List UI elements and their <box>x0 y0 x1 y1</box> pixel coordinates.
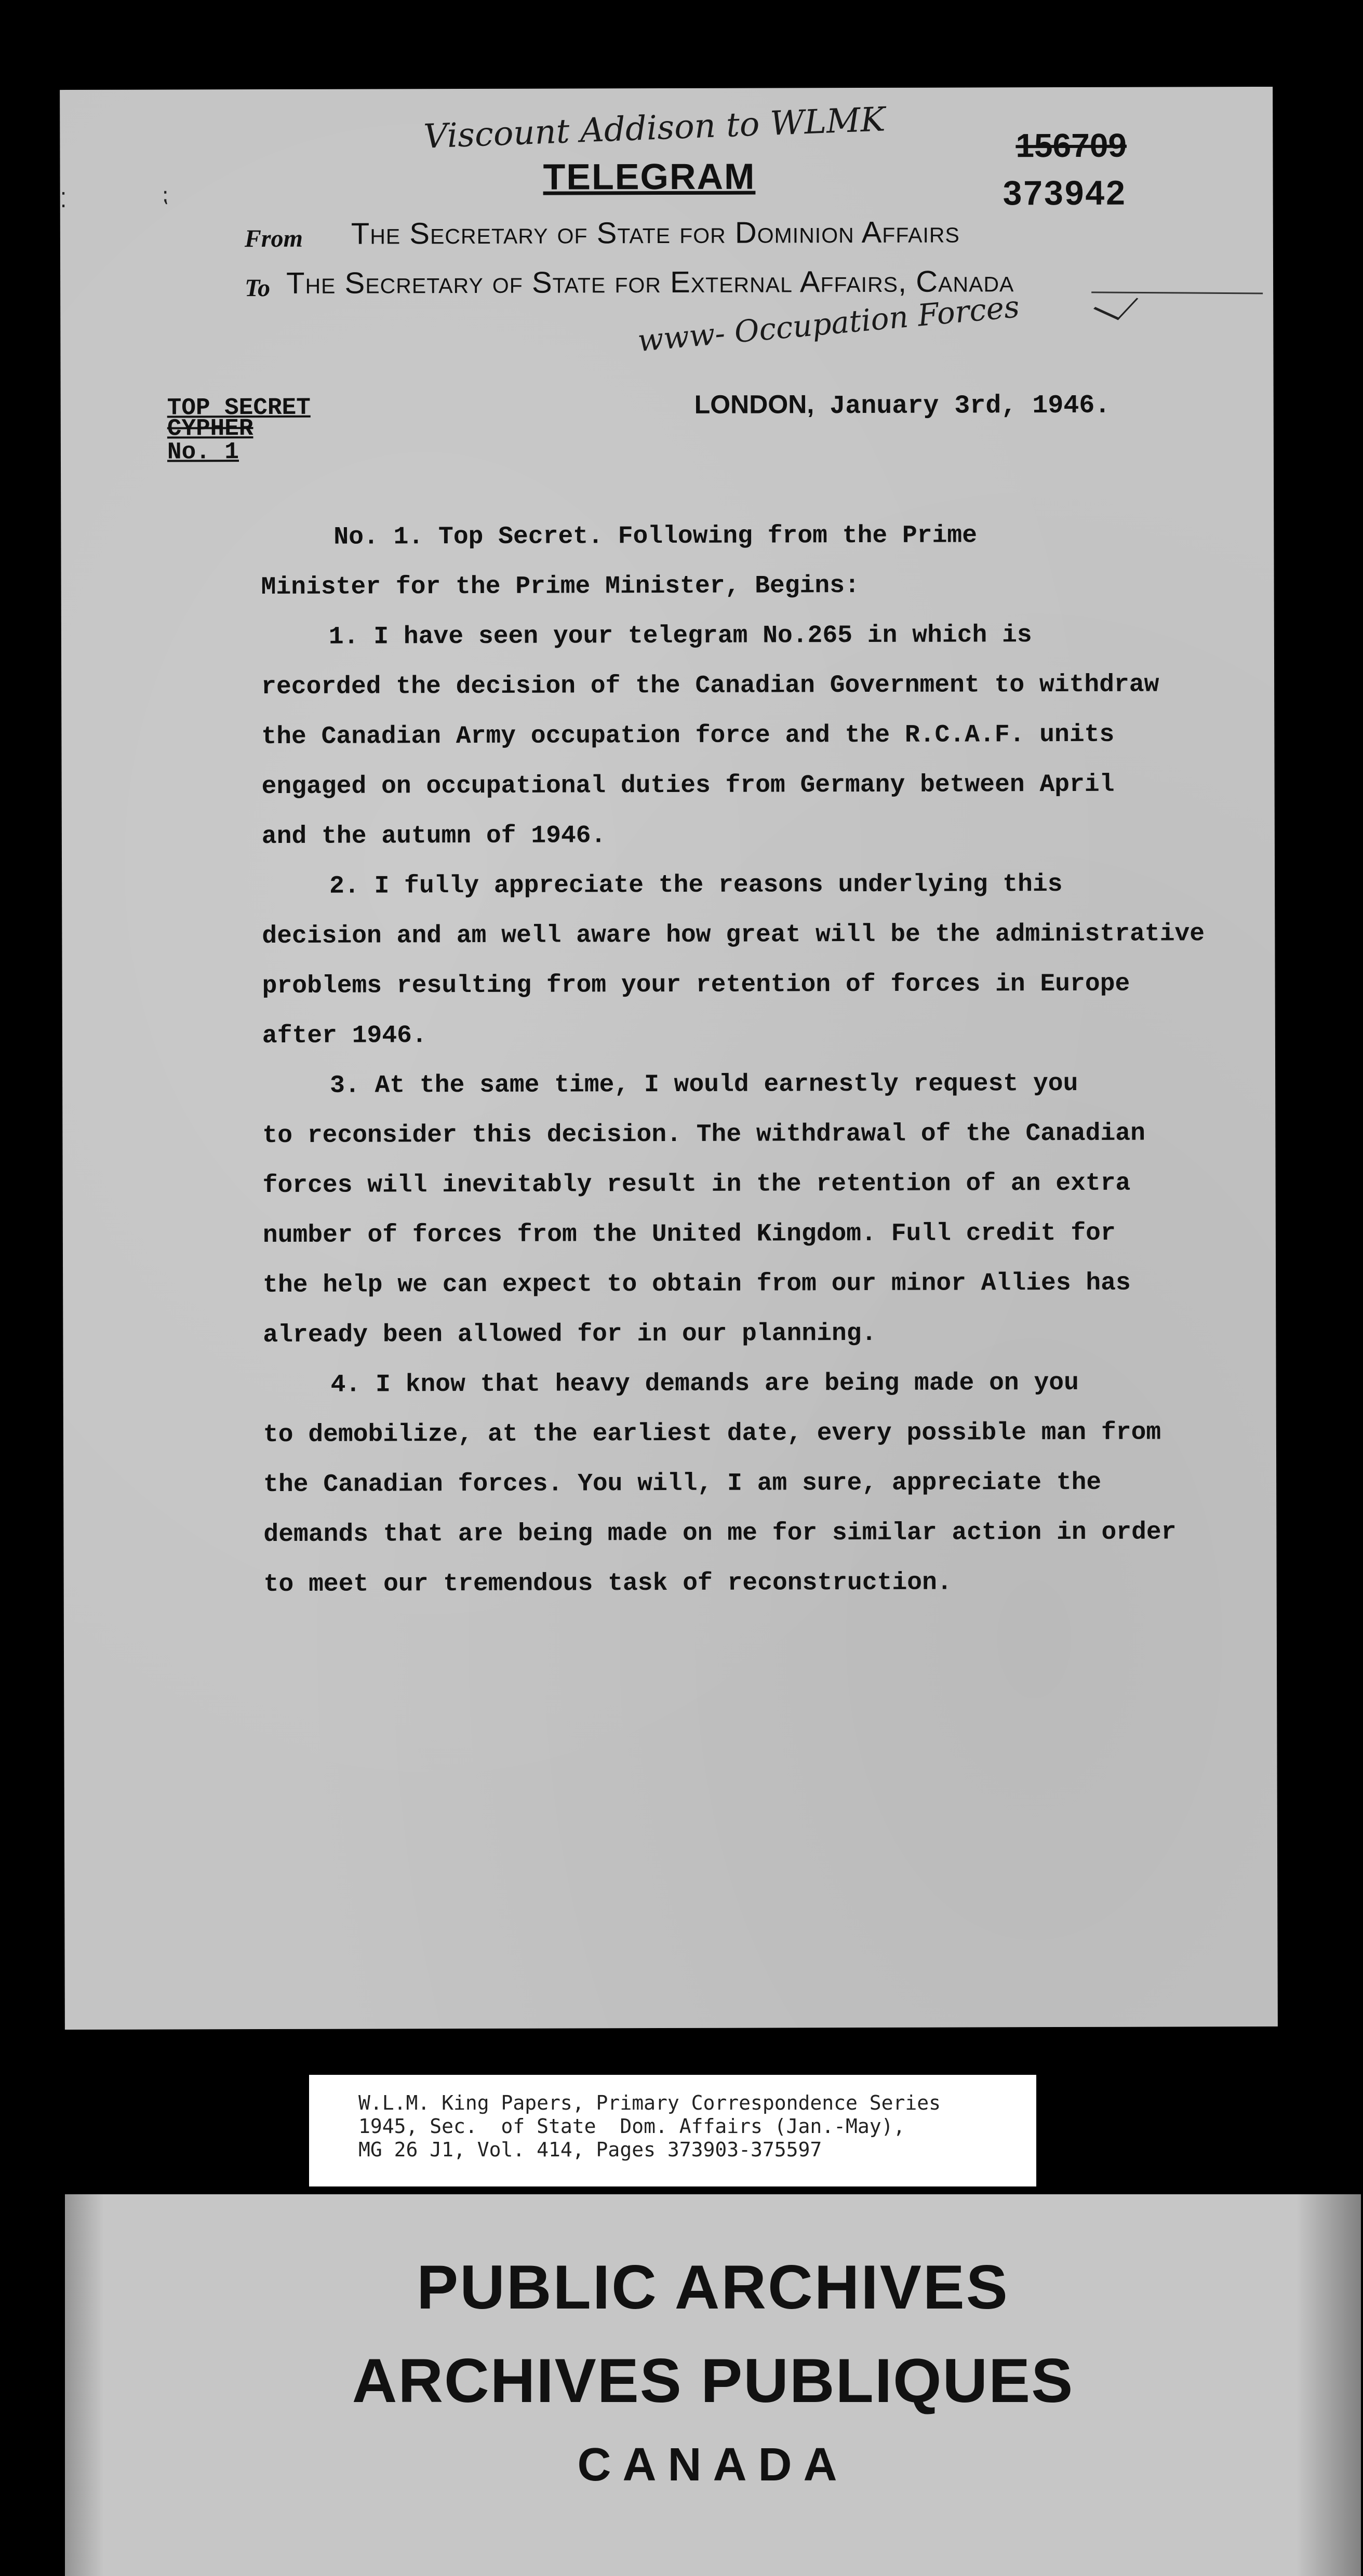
archives-stamp-line-3: CANADA <box>577 2439 849 2491</box>
classification-cypher: CYPHER <box>167 415 253 442</box>
margin-mark: ⁚ <box>60 189 67 213</box>
dateline-date: January 3rd, 1946. <box>830 391 1111 422</box>
body-line: decision and am well aware how great will be the administrative <box>262 920 1205 951</box>
citation-line: W.L.M. King Papers, Primary Correspondence Series <box>358 2091 941 2114</box>
dateline-city: LONDON, <box>694 390 814 419</box>
body-line: the Canadian forces. You will, I am sure, appreciate the <box>263 1468 1102 1499</box>
body-line: No. 1. Top Secret. Following from the Prime <box>333 521 978 552</box>
margin-mark: ⁏ <box>161 183 169 207</box>
body-line: recorded the decision of the Canadian Government to withdraw <box>261 670 1159 702</box>
dateline <box>694 388 1111 422</box>
classification-top-secret: TOP SECRET <box>167 394 311 422</box>
body-line: to reconsider this decision. The withdrawal of the Canadian <box>262 1119 1145 1150</box>
archives-stamp-line-1: PUBLIC ARCHIVES <box>417 2252 1009 2322</box>
body-line: number of forces from the United Kingdom. Full credit for <box>262 1219 1116 1250</box>
body-line: to meet our tremendous task of reconstruction. <box>263 1568 952 1599</box>
body-line: already been allowed for in our planning. <box>263 1319 877 1350</box>
body-line: and the autumn of 1946. <box>261 822 606 851</box>
body-line: after 1946. <box>262 1022 427 1051</box>
citation-line: 1945, Sec. of State Dom. Affairs (Jan.-May), <box>358 2115 905 2138</box>
body-line: 4. I know that heavy demands are being made on you <box>330 1369 1079 1399</box>
from-value: The Secretary of State for Dominion Affairs <box>351 215 960 251</box>
body-line: problems resulting from your retention of forces in Europe <box>262 970 1130 1001</box>
body-line: engaged on occupational duties from Germany between April <box>261 770 1115 801</box>
from-label: From <box>244 224 303 253</box>
body-line: Minister for the Prime Minister, Begins: <box>261 572 860 602</box>
citation-label <box>309 2075 1036 2186</box>
classification-number: No. 1 <box>167 438 239 466</box>
citation-line: MG 26 J1, Vol. 414, Pages 373903-375597 <box>358 2138 822 2161</box>
struck-document-number: 156709 <box>1015 126 1127 165</box>
message-body <box>261 510 1251 1609</box>
archives-stamp <box>65 2194 1361 2576</box>
to-label: To <box>245 274 271 302</box>
body-line: 3. At the same time, I would earnestly request you <box>330 1069 1078 1100</box>
body-line: the Canadian Army occupation force and the R.C.A.F. units <box>261 720 1115 752</box>
handwritten-top-note: Viscount Addison to WLMK <box>423 100 886 156</box>
document-number: 373942 <box>1003 173 1127 212</box>
body-line: the help we can expect to obtain from our minor Allies has <box>263 1269 1131 1300</box>
body-line: demands that are being made on me for similar action in order <box>263 1518 1177 1549</box>
archives-stamp-line-2: ARCHIVES PUBLIQUES <box>352 2346 1074 2416</box>
body-line: to demobilize, at the earliest date, every possible man from <box>263 1418 1161 1450</box>
handwritten-subject-note: www- Occupation Forces <box>636 289 1021 359</box>
body-line: 2. I fully appreciate the reasons underlying this <box>329 870 1063 901</box>
to-value: The Secretary of State for External Affairs, Canada <box>286 264 1014 300</box>
body-line: 1. I have seen your telegram No.265 in which is <box>328 621 1032 651</box>
body-line: forces will inevitably result in the retention of an extra <box>262 1169 1131 1200</box>
telegram-page <box>60 87 1278 2030</box>
document-title: TELEGRAM <box>543 156 756 197</box>
